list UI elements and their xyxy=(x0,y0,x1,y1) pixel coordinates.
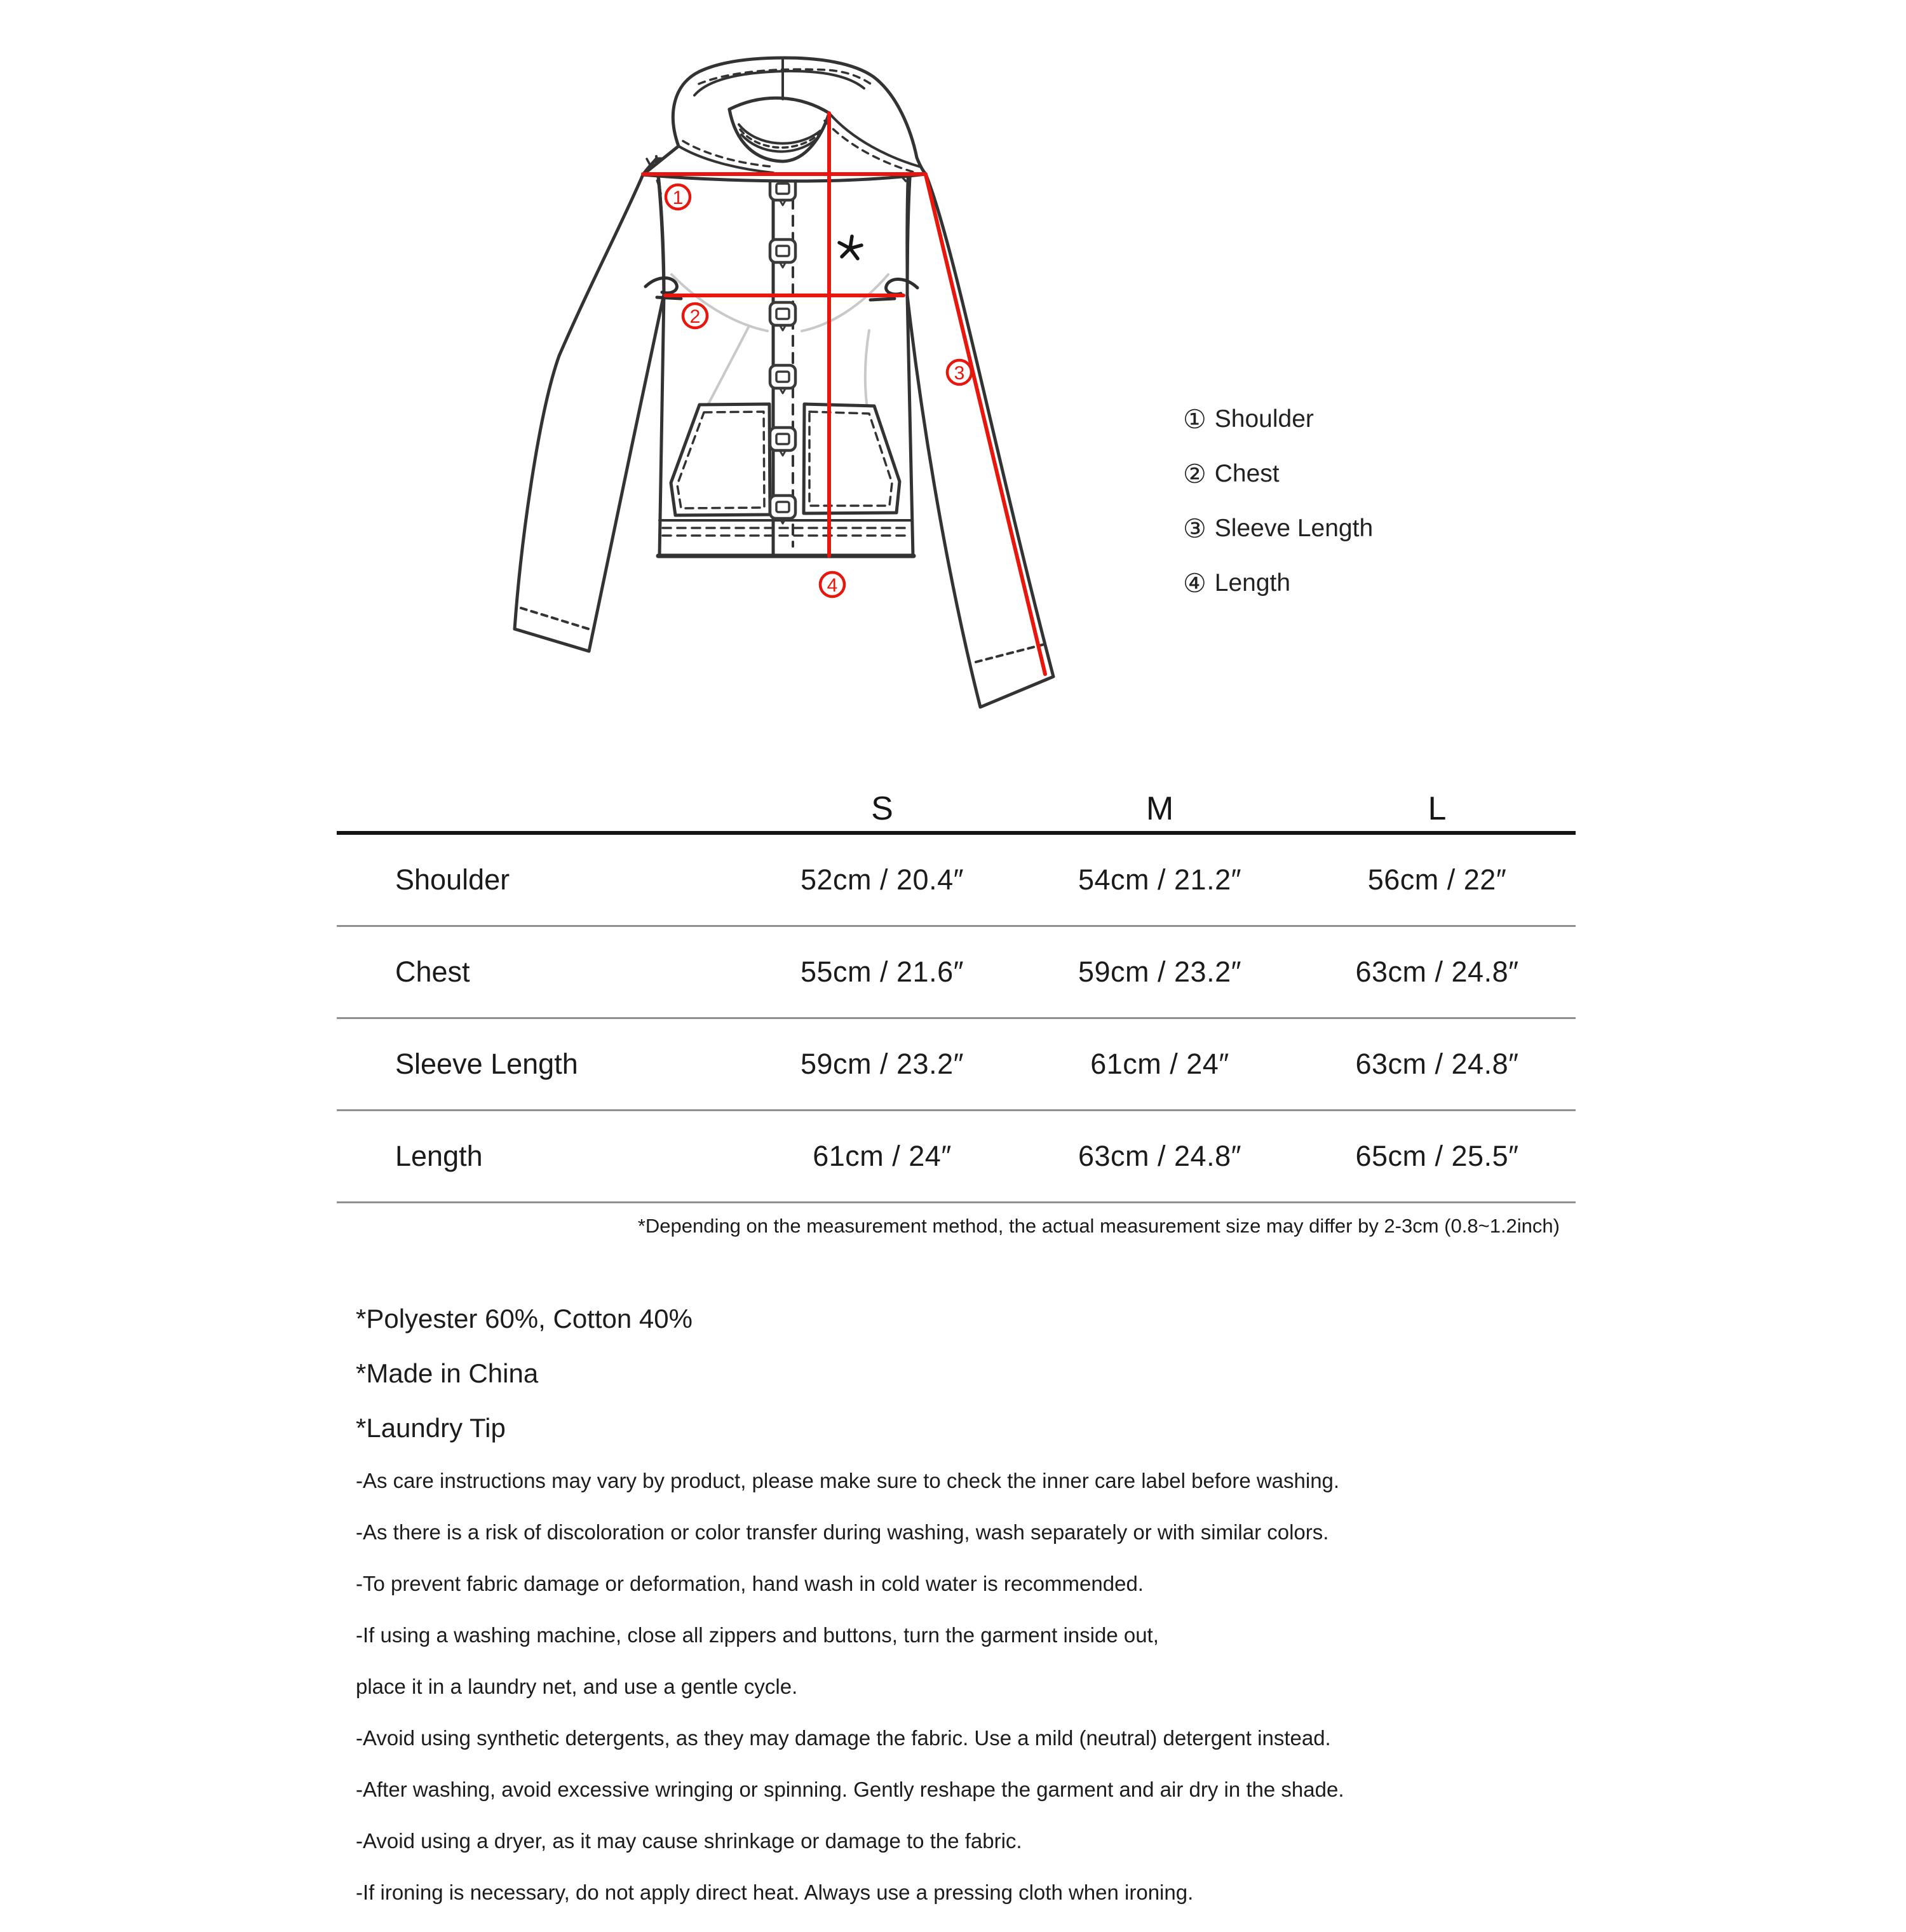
table-row-chest xyxy=(337,925,1576,1017)
cell-value: 56cm / 22″ xyxy=(1367,863,1507,896)
legend-item-chest xyxy=(1183,459,1373,489)
laundry-tip: -If using a washing machine, close all zippers and buttons, turn the garment inside out, xyxy=(356,1623,1159,1647)
measurement-number: 4 xyxy=(827,575,838,596)
button-icon xyxy=(770,428,795,456)
table-row-shoulder xyxy=(337,831,1576,925)
button-icon xyxy=(770,365,795,393)
legend-item-length xyxy=(1183,568,1373,598)
cell-value: 52cm / 20.4″ xyxy=(800,863,964,896)
cell-value: 61cm / 24″ xyxy=(1090,1048,1229,1080)
legend-item-shoulder xyxy=(1183,404,1373,435)
composition-note: *Polyester 60%, Cotton 40% xyxy=(356,1304,693,1334)
button-icon xyxy=(770,240,795,267)
size-table-header xyxy=(337,787,1576,831)
measurement-number: 1 xyxy=(672,187,684,208)
row-label: Length xyxy=(395,1140,483,1172)
cell-value: 59cm / 23.2″ xyxy=(1078,956,1242,988)
circled-2-icon: ② xyxy=(1183,458,1206,489)
size-column-m: M xyxy=(1146,790,1174,827)
laundry-tip: -Avoid using synthetic detergents, as they may damage the fabric. Use a mild (neutral) detergent instead. xyxy=(356,1726,1331,1750)
legend-label: Chest xyxy=(1214,460,1280,487)
cell-value: 61cm / 24″ xyxy=(813,1140,952,1172)
cell-value: 63cm / 24.8″ xyxy=(1355,956,1519,988)
size-table xyxy=(337,787,1576,1203)
laundry-tip: -If ironing is necessary, do not apply direct heat. Always use a pressing cloth when ironing. xyxy=(356,1881,1194,1904)
size-column-l: L xyxy=(1428,790,1447,827)
origin-note: *Made in China xyxy=(356,1358,539,1388)
size-column-s: S xyxy=(871,790,893,827)
legend-item-sleeve-length xyxy=(1183,513,1373,544)
laundry-tip: -As there is a risk of discoloration or color transfer during washing, wash separately or with similar colors. xyxy=(356,1520,1329,1544)
circled-1-icon: ① xyxy=(1183,403,1206,435)
measurement-number: 3 xyxy=(954,363,965,384)
legend-label: Sleeve Length xyxy=(1214,515,1374,542)
legend-label: Shoulder xyxy=(1214,405,1314,433)
measurement-marker-4 xyxy=(820,572,844,597)
jacket-diagram xyxy=(483,51,1080,718)
left-sleeve xyxy=(515,159,664,651)
cell-value: 63cm / 24.8″ xyxy=(1078,1140,1242,1172)
button-icon xyxy=(770,496,795,524)
cell-value: 54cm / 21.2″ xyxy=(1078,863,1242,896)
laundry-tip: place it in a laundry net, and use a gentle cycle. xyxy=(356,1675,798,1698)
row-label: Sleeve Length xyxy=(395,1048,578,1080)
laundry-tip: -Avoid using a dryer, as it may cause shrinkage or damage to the fabric. xyxy=(356,1829,1022,1853)
table-row-sleeve-length xyxy=(337,1017,1576,1109)
button-icon xyxy=(770,302,795,330)
cell-value: 59cm / 23.2″ xyxy=(800,1048,964,1080)
measurement-number: 2 xyxy=(689,306,701,327)
cell-value: 65cm / 25.5″ xyxy=(1355,1140,1519,1172)
product-info xyxy=(356,1304,1626,1932)
laundry-tip: -To prevent fabric damage or deformation, hand wash in cold water is recommended. xyxy=(356,1572,1144,1595)
laundry-tip: -After washing, avoid excessive wringing or spinning. Gently reshape the garment and air dry in the shade. xyxy=(356,1778,1344,1801)
laundry-tip-title: *Laundry Tip xyxy=(356,1413,506,1443)
hood xyxy=(643,58,926,181)
laundry-tip: -As care instructions may vary by product, please make sure to check the inner care label before washing. xyxy=(356,1469,1340,1492)
row-label: Shoulder xyxy=(395,863,510,896)
measurement-legend xyxy=(1183,404,1373,623)
circled-3-icon: ③ xyxy=(1183,513,1206,544)
cell-value: 55cm / 21.6″ xyxy=(800,956,964,988)
cell-value: 63cm / 24.8″ xyxy=(1355,1048,1519,1080)
legend-label: Length xyxy=(1214,569,1291,597)
row-label: Chest xyxy=(395,956,470,988)
measurement-disclaimer: *Depending on the measurement method, the actual measurement size may differ by 2-3cm (0.8~1.2inch) xyxy=(637,1215,1560,1237)
table-row-length xyxy=(337,1109,1576,1201)
circled-4-icon: ④ xyxy=(1183,567,1206,598)
